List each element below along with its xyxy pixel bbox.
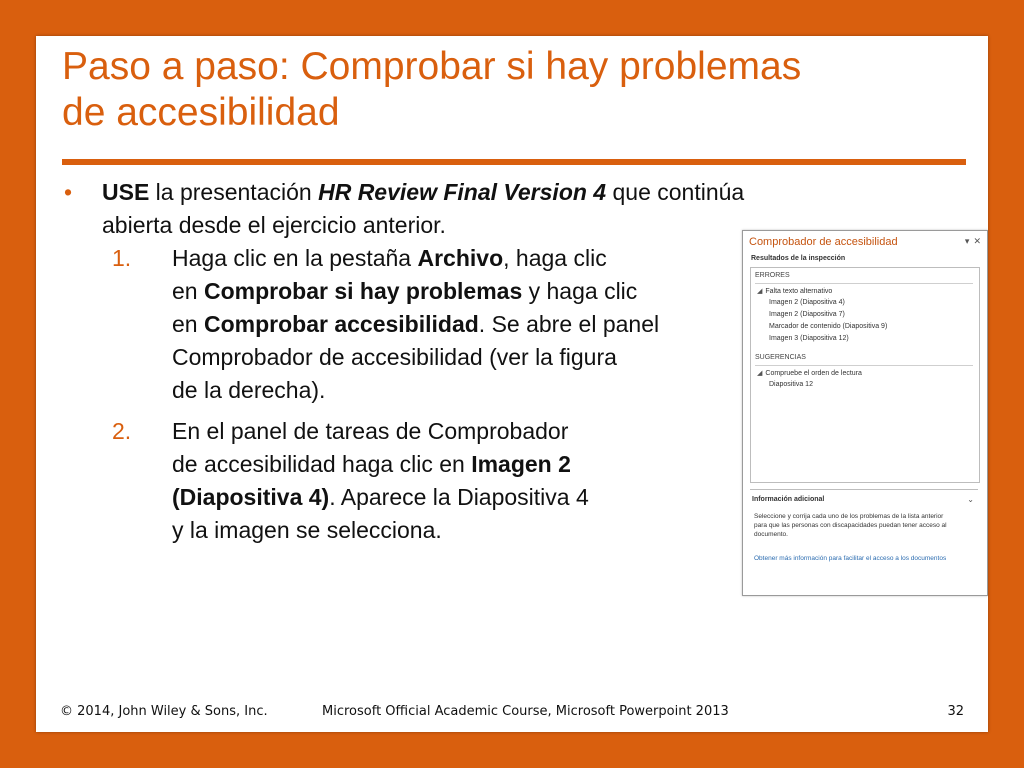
step1-text: y haga clic (522, 278, 638, 304)
divider (755, 365, 973, 366)
accessibility-checker-panel (742, 230, 988, 596)
footer-page-number: 32 (947, 704, 964, 719)
errors-heading: ERRORES (755, 272, 790, 279)
step1-text: de la derecha). (172, 377, 326, 403)
step2-text: En el panel de tareas de Comprobador (172, 418, 569, 444)
slide (36, 36, 988, 732)
error-item-imagen2-diap4[interactable]: Imagen 2 (Diapositiva 4) (769, 299, 845, 306)
step1-text: Comprobador de accesibilidad (ver la figura (172, 344, 617, 370)
bullet-text-2: que continúa (606, 179, 745, 205)
panel-controls (961, 236, 981, 247)
error-group-label: Falta texto alternativo (765, 288, 833, 295)
close-icon[interactable]: ✕ (973, 236, 981, 246)
title-divider (62, 159, 966, 165)
additional-info-section (750, 489, 978, 590)
panel-title: Comprobador de accesibilidad (749, 236, 898, 248)
error-item-marcador-diap9[interactable]: Marcador de contenido (Diapositiva 9) (769, 323, 888, 330)
tip-group-label: Compruebe el orden de lectura (765, 370, 862, 377)
slide-title (62, 44, 962, 136)
step-number: 2. (112, 418, 132, 444)
inspection-results-label: Resultados de la inspección (751, 255, 846, 262)
collapse-caret-icon: ◢ (757, 288, 763, 295)
error-item-imagen3-diap12[interactable]: Imagen 3 (Diapositiva 12) (769, 335, 849, 342)
additional-info-text: Seleccione y corrija cada uno de los problemas de la lista anterior para que las personas con discapacidades puedan tener acceso al documento. (754, 513, 947, 538)
chevron-down-icon[interactable]: ▾ (964, 236, 970, 246)
additional-info-heading: Información adicional (752, 496, 825, 503)
footer-copyright: © 2014, John Wiley & Sons, Inc. (60, 704, 268, 719)
divider (755, 283, 973, 284)
use-label: USE (102, 179, 150, 205)
title-line-1: Paso a paso: Comprobar si hay problemas (62, 45, 802, 88)
step1-text: en (172, 311, 204, 337)
step2-diapositiva: (Diapositiva 4) (172, 484, 330, 510)
step2-imagen: Imagen 2 (471, 451, 571, 477)
bullet-dot: • (64, 179, 73, 205)
bullet-text-1: la presentación (149, 179, 319, 205)
file-name: HR Review Final Version 4 (318, 179, 607, 205)
step1-text: . Se abre el panel (478, 311, 660, 337)
panel-header (749, 235, 981, 251)
step2-text: de accesibilidad haga clic en (172, 451, 472, 477)
step-number: 1. (112, 245, 132, 271)
step2-text: y la imagen se selecciona. (172, 517, 442, 543)
step1-text: , haga clic (503, 245, 607, 271)
step1-comprobar-problemas: Comprobar si hay problemas (203, 278, 523, 304)
inspection-results-list (750, 267, 980, 483)
bullet-line-2: abierta desde el ejercicio anterior. (102, 212, 446, 238)
step2-text: . Aparece la Diapositiva 4 (329, 484, 589, 510)
error-group-missing-alt[interactable] (757, 287, 832, 295)
tip-item-diap12[interactable]: Diapositiva 12 (769, 381, 813, 388)
step1-text: Haga clic en la pestaña (172, 245, 418, 271)
error-item-imagen2-diap7[interactable]: Imagen 2 (Diapositiva 7) (769, 311, 845, 318)
tips-heading: SUGERENCIAS (755, 354, 806, 361)
footer-course: Microsoft Official Academic Course, Microsoft Powerpoint 2013 (322, 704, 729, 719)
step1-archivo: Archivo (417, 245, 504, 271)
step1-comprobar-accesibilidad: Comprobar accesibilidad (203, 311, 479, 337)
tip-group-reading-order[interactable] (757, 369, 862, 377)
chevron-down-icon[interactable]: ⌄ (967, 495, 974, 504)
step1-text: en (172, 278, 204, 304)
collapse-caret-icon: ◢ (757, 370, 763, 377)
title-line-2: de accesibilidad (62, 91, 340, 134)
more-info-link[interactable]: Obtener más información para facilitar el acceso a los documentos (754, 555, 947, 562)
